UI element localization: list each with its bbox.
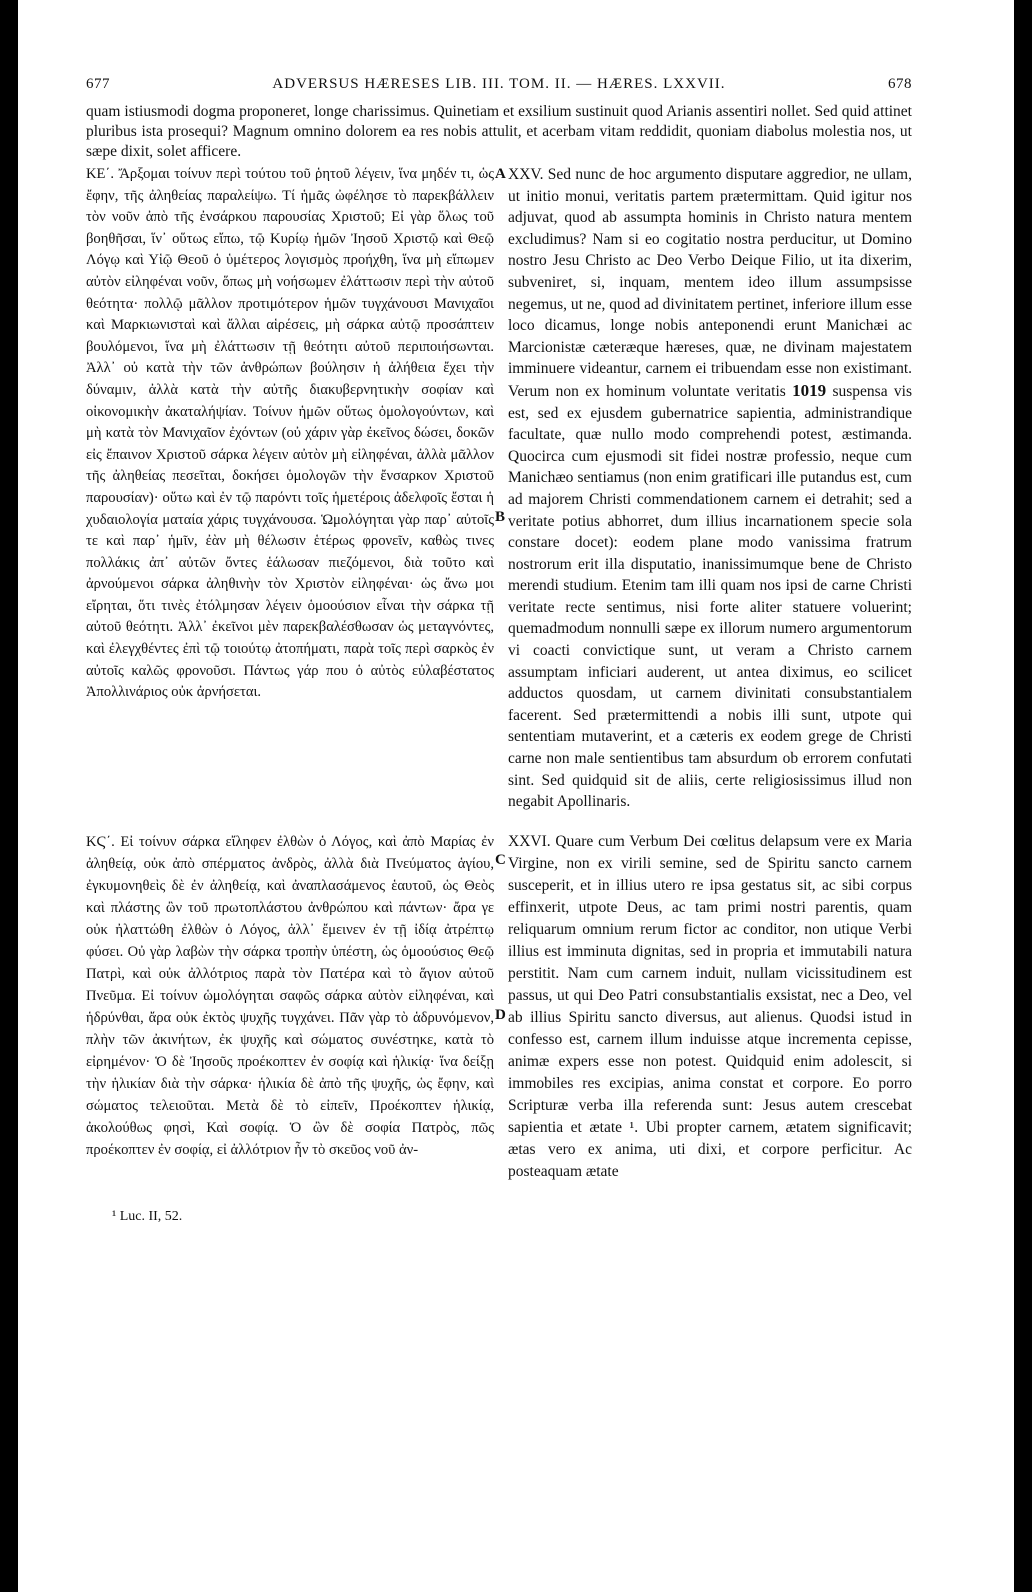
greek-column-25 bbox=[86, 164, 494, 813]
marker-a: A bbox=[495, 166, 506, 182]
latin-column-26 bbox=[508, 831, 912, 1183]
section-26 bbox=[86, 831, 912, 1183]
right-page-number: 678 bbox=[888, 76, 912, 92]
left-page-number: 677 bbox=[86, 76, 110, 92]
greek-column-26 bbox=[86, 831, 494, 1183]
right-scan-border bbox=[1014, 0, 1032, 1592]
section-25 bbox=[86, 164, 912, 868]
intro-paragraph: quam istiusmodi dogma proponeret, longe charissimus. Quinetiam et exsilium sustinuit quod Arianis assentiri nollet. Sed quid attinet pluribus ista prosequi? Magnum omnino dolorem ea res nobis attulit, et acerbam vitam reddidit, quoniam diabolus molestia nos, ut sæpe dixit, solet afficere. bbox=[86, 103, 912, 160]
running-title: ADVERSUS HÆRESES LIB. III. TOM. II. — HÆRES. LXXVII. bbox=[272, 76, 726, 92]
greek-text-25: ΚΕ΄. Ἄρξομαι τοίνυν περὶ τούτου τοῦ ῥητοῦ λέγειν, ἵνα μηδέν τι, ὡς ἔφην, τῆς ἀληθείας παραλείψω. Τί ἡμᾶς ὠφέλησε τὸ παρεκβάλλειν τὸν νοῦν ἀπὸ τῆς ἐνσάρκου παρουσίας Χριστοῦ; Εἰ γὰρ ὅλως τοῦ βοηθῆσαι, ἵν᾽ οὕτως εἴπω, τῷ Κυρίῳ ἡμῶν Ἰησοῦ Χριστῷ καὶ Θεῷ Λόγῳ καὶ Υἱῷ Θεοῦ ὁ ὑμέτερος λογισμὸς προήχθη, ἵνα μὴ εἴπωμεν αὐτὸν εἰληφέναι νοῦν, ὅπως μὴ νοήσωμεν ἐλάττωσιν περὶ τὴν αὐτοῦ θεότητα· πολλῷ μᾶλλον προτιμότερον ἡμῶν τυγχάνουσι Μανιχαῖοι καὶ Μαρκιωνισταὶ καὶ ἄλλαι αἱρέσεις, μὴ σάρκα αὐτῷ προσάπτειν βουλόμενοι, ἵνα μὴ ἐλάττωσιν τῇ θεότητι αὐτοῦ περιποιήσωνται. Ἀλλ᾽ οὐ κατὰ τὴν τῶν ἀνθρώπων βούλησιν ἡ ἀλήθεια ἔχει τὴν δύναμιν, ἀλλὰ κατὰ τὴν αὐτῆς διακυβερνητικὴν σοφίαν καὶ οἰκονομικὴν ἀκαταλήψίαν. Τοίνυν ἡμῶν οὕτως ὁμολογούντων, καὶ μὴ κατὰ τὸν Μανιχαῖον ἐχόντων (οὐ χάριν γὰρ ἐκεῖνος δώσει, δοκῶν εἰς ἔπαινον Χριστοῦ σάρκα λέγειν αὐτὸν μὴ εἰληφέναι, ἀλλὰ μᾶλλον τῆς ἀληθείας πεσεῖται, δοκήσει ὁμολογῶν τὴν ἔνσαρκον Χριστοῦ παρουσίαν)· οὕτω καὶ ἐν τῷ παρόντι τοῖς ἡμετέροις ἀδελφοῖς ἔσται ἡ χυδαιολογία ματαία χάρις τυγχάνουσα. Ὡμολόγηται γὰρ παρ᾽ αὐτοῖς τε καὶ παρ᾽ ἡμῖν, ἐὰν μὴ θέλωσιν ἑτέρως φρονεῖν, καθὼς τινες πολλάκις ἀπ᾽ αὐτῶν ὄντες ἑάλωσαν πιεζόμενοι, διὰ τοῦτο καὶ ἀρνούμενοι σάρκα ἀληθινὴν τὸν Χριστὸν εἰληφέναι· ὡς ἄνω μοι εἴρηται, ὅτι τινὲς ἐτόλμησαν λέγειν ὁμοούσιον εἶναι τὴν σάρκα τῇ αὐτοῦ θεότητι. Ἀλλ᾽ ἐκεῖνοι μὲν παρεκβαλέσθωσαν ὡς μεταγνόντες, καὶ ἐλεγχθέντες ἐπὶ τῷ τοιούτῳ ἀτοπήματι, παρὰ τοῖς περὶ σαρκὸς ἐν αὐτοῖς καλῶς φρονοῦσι. Πάντως γάρ που ὁ αὐτὸς εὐλαβέστατος Ἀπολλινάριος οὐκ ἀρνήσεται. bbox=[86, 166, 494, 701]
latin-column-25 bbox=[508, 164, 912, 813]
latin-text-26: XXVI. Quare cum Verbum Dei cœlitus delapsum vere ex Maria Virgine, non ex virili semine, sed de Spiritu sancto carnem susceperit, et in illius utero re ipsa gestatus sit, ac sibi corpus effinxerit, utpote Deus, ac tam primi nostri parentis, quam reliquarum omnium rerum fictor ac conditor, non utique Verbi illius est imminuta dignitas, sed in propria et immutabili natura perstitit. Nam cum carnem induit, nullam vicissitudinem est passus, ut qui Deo Patri consubstantialis exsistat, nec a Deo, vel ab illius Spiritu sancto diversus, aut alienus. Quodsi istud in confesso est, carnem illum induisse atque incrementa cepisse, animæ expers esse non potest. Quidquid enim adolescit, si immobiles res excipias, anima constat et corpore. Eo porro Scripturæ verba illa referenda sunt: Jesus autem crescebat sapientia et ætate ¹. Ubi propter carnem, ætatem significavit; ætas vero ex anima, uti dixi, et corpore perficitur. Ac posteaquam ætate bbox=[508, 832, 912, 1180]
page bbox=[86, 76, 912, 1225]
greek-text-26: ΚϚ΄. Εἰ τοίνυν σάρκα εἴληφεν ἐλθὼν ὁ Λόγος, καὶ ἀπὸ Μαρίας ἐν ἀληθείᾳ, οὐκ ἀπὸ σπέρματος ἀνδρὸς, ἀλλὰ διὰ Πνεύματος ἁγίου, ἐγκυμονηθεὶς δὲ ἐν ἀληθείᾳ, καὶ ἀναπλασάμενος ἑαυτοῦ, ὡς Θεὸς καὶ πλάστης ὢν τοῦ πρωτοπλάστου ἀνθρώπου καὶ πάντων· ἄρα γε οὐκ ἠλαττώθη ἐλθὼν ὁ Λόγος, ἀλλ᾽ ἔμεινεν ἐν τῇ ἰδίᾳ ἀτρέπτῳ φύσει. Οὐ γὰρ λαβὼν τὴν σάρκα τροπὴν ὑπέστη, ὡς ὁμοούσιος Θεῷ Πατρὶ, καὶ οὐκ ἀλλότριος παρὰ τὸν Πατέρα καὶ τὸ ἅγιον αὐτοῦ Πνεῦμα. Εἰ τοίνυν ὡμολόγηται σαφῶς σάρκα αὐτὸν εἰληφέναι, καὶ ἡδρύνθαι, ἄρα οὐκ ἐκτὸς ψυχῆς τυγχάνει. Πᾶν γὰρ τὸ ἁδρυνόμενον, πλὴν τῶν ἀκινήτων, ἐκ ψυχῆς καὶ σώματος συνέστηκε, κατὰ τὸ εἰρημένον· Ὁ δὲ Ἰησοῦς προέκοπτεν ἐν σοφίᾳ καὶ ἡλικίᾳ· ἵνα δείξῃ τὴν ἡλικίαν διὰ τὴν σάρκα· ἡλικία δὲ ἀπὸ τῆς ψυχῆς, ὡς ἔφην, καὶ σώματος τελειοῦται. Μετὰ δὲ τὸ εἰπεῖν, Προέκοπτεν ἡλικίᾳ, ἀκολούθως φησὶ, Καὶ σοφίᾳ. Ὁ ὢν δὲ σοφία Πατρὸς, πῶς προέκοπτεν ἐν σοφίᾳ, εἰ ἀλλότριον ἦν τὸ σκεῦος νοῦ ἀν- bbox=[86, 833, 494, 1158]
running-header bbox=[86, 76, 912, 102]
marginal-number: 1019 bbox=[792, 380, 827, 400]
latin-text-25-part1: XXV. Sed nunc de hoc argumento disputare aggredior, ne ullam, ut initio monui, veritatis partem prætermittam. Quid igitur nos adjuvat, quod ab assumpta hominis in Christo natura mentem excludimus? Nam si eo cogitatio nostra perducitur, ut Domino nostro Jesu Christo ac Deo Verbo Deique Filio, ut ita dixerim, subveniret, si, inquam, mentem ideo illum assumpsisse negemus, ut ne, quod ad divinitatem pertinet, inferiore illum esse loco dicamus, longe nobis anteponendi erunt Manichæi ac Marcionistæ cæteræque hæreses, quæ, ne divinam majestatem imminuere videantur, carnem ei tribuendam esse non existimant. Verum non ex hominum voluntate veritatis bbox=[508, 166, 912, 400]
marker-b: B bbox=[495, 509, 506, 525]
marker-d: D bbox=[495, 1006, 506, 1023]
marker-c: C bbox=[495, 852, 506, 868]
margin-markers bbox=[495, 164, 515, 868]
left-scan-border bbox=[0, 0, 18, 1592]
margin-markers-26 bbox=[495, 831, 515, 1183]
latin-text-25-part2: suspensa vis est, sed ex ejusdem gubernatrice sapientia, administrandique facultate, quæ nullo modo comprehendi potest, æstimanda. Quocirca cum ejusmodi sit fidei nostræ professio, neque cum Manichæo sentiamus (non enim gratificari ille putandus est, cum ad majorem Christi commendationem carnem ei detrahit; sed a veritate potius abhorret, dum illius incarnationem specie sola constare docet): eodem plane modo vanissima fratrum nostrorum erit illa disputatio, inanissimumque bene de Christo merendi studium. Etenim tam illi quam nos ipsi de carne Christi veritate recte sentimus, nisi forte aliter statuere voluerint; quemadmodum nonnulli sæpe ex illorum numero argumentorum vi coacti convictique sunt, ut veram a Christo carnem assumptam inficiari auderent, ut antea diximus, eo scilicet adductos quosdam, ut carnem divinitati consubstantialem facerent. Sed prætermittendi a nobis illi sunt, utpote qui sententiam mutaverint, et a cæteris ex eodem grege de Christi carne non male sentientibus tam absurdum ob errorem confutati sint. Sed quidquid sit de aliis, certe religiosissimus illud non negabit Apollinaris. bbox=[508, 382, 912, 811]
footnote: ¹ Luc. II, 52. bbox=[112, 1208, 183, 1224]
latin-text-25 bbox=[508, 164, 912, 813]
